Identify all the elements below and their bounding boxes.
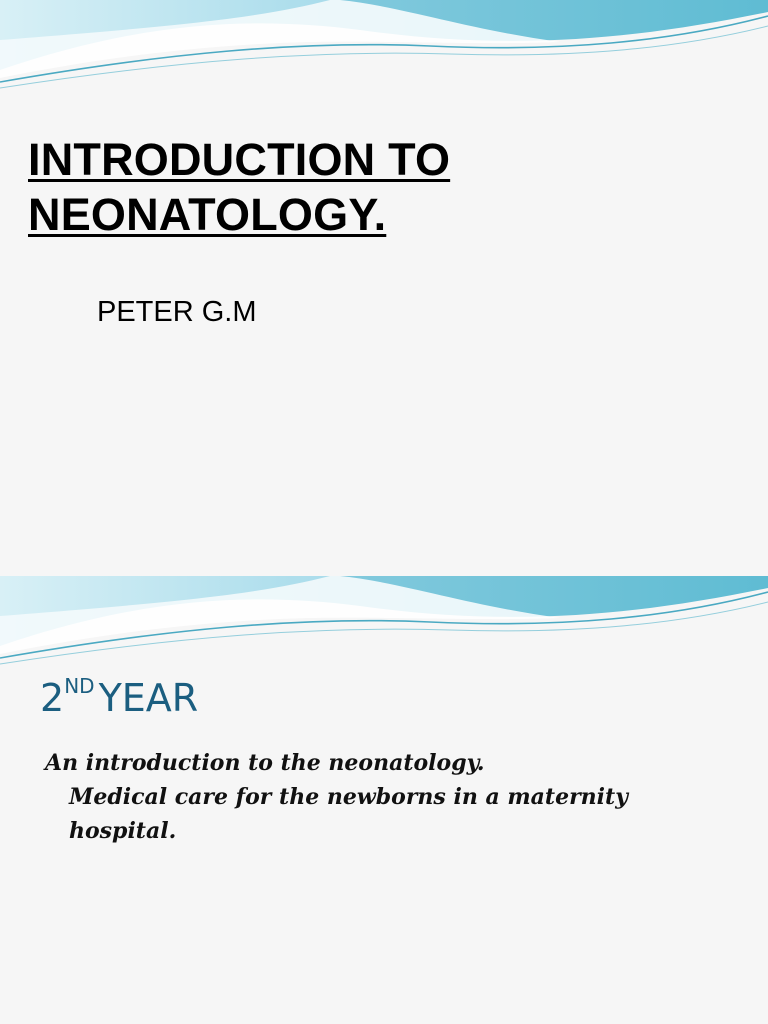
- body-line-3: hospital.: [69, 818, 177, 844]
- body-line-2: Medical care for the newborns in a maternity: [69, 784, 628, 810]
- heading-ordinal-suffix: ND: [64, 674, 95, 698]
- body-line-1: An introduction to the neonatology.: [45, 750, 485, 776]
- slide-body-text: [45, 746, 735, 848]
- slide-2: [0, 576, 768, 1024]
- author-name: PETER G.M: [97, 296, 257, 328]
- title-line-1: INTRODUCTION TO: [28, 134, 451, 185]
- title-line-2: NEONATOLOGY.: [28, 189, 387, 240]
- wave-banner-decoration: [0, 576, 768, 671]
- slide-heading: [40, 676, 198, 720]
- heading-word: YEAR: [98, 676, 199, 720]
- wave-banner-decoration: [0, 0, 768, 95]
- heading-number: 2: [40, 676, 65, 720]
- slide-title: [28, 132, 450, 242]
